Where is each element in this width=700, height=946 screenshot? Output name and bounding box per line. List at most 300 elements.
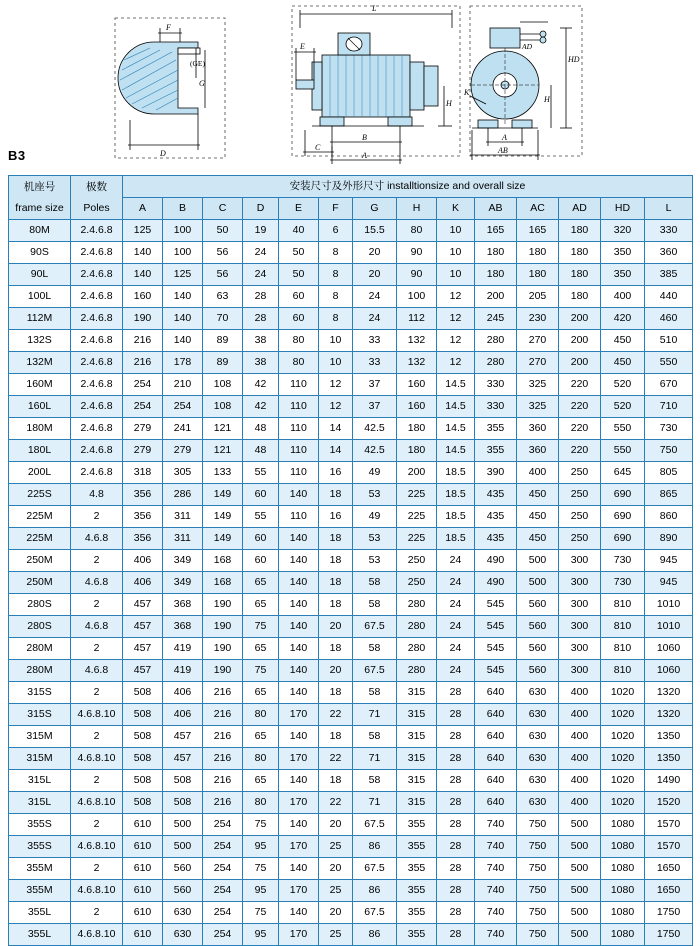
- drawing-end-view: [463, 6, 582, 160]
- cell-d: 60: [243, 484, 279, 506]
- cell-frame-size: 132S: [9, 330, 71, 352]
- cell-poles: 4.6.8: [71, 572, 123, 594]
- table-row: [9, 528, 693, 550]
- cell-ac: 325: [517, 374, 559, 396]
- cell-frame-size: 100L: [9, 286, 71, 308]
- cell-ab: 640: [475, 792, 517, 814]
- cell-l: 1520: [645, 792, 693, 814]
- cell-d: 65: [243, 682, 279, 704]
- cell-g: 49: [353, 462, 397, 484]
- cell-k: 18.5: [437, 528, 475, 550]
- cell-c: 190: [203, 594, 243, 616]
- cell-ad: 180: [559, 242, 601, 264]
- cell-poles: 2: [71, 506, 123, 528]
- cell-hd: 320: [601, 220, 645, 242]
- cell-e: 110: [279, 440, 319, 462]
- cell-c: 56: [203, 242, 243, 264]
- cell-frame-size: 250M: [9, 572, 71, 594]
- cell-a: 610: [123, 880, 163, 902]
- cell-g: 58: [353, 572, 397, 594]
- cell-e: 170: [279, 792, 319, 814]
- cell-k: 24: [437, 550, 475, 572]
- cell-c: 216: [203, 682, 243, 704]
- cell-f: 20: [319, 660, 353, 682]
- cell-f: 20: [319, 858, 353, 880]
- cell-a: 457: [123, 616, 163, 638]
- cell-h: 280: [397, 616, 437, 638]
- cell-hd: 1080: [601, 814, 645, 836]
- cell-ab: 640: [475, 704, 517, 726]
- cell-h: 315: [397, 682, 437, 704]
- cell-l: 330: [645, 220, 693, 242]
- cell-ad: 250: [559, 506, 601, 528]
- cell-l: 385: [645, 264, 693, 286]
- cell-ab: 435: [475, 506, 517, 528]
- cell-poles: 4.6.8.10: [71, 836, 123, 858]
- cell-frame-size: 180L: [9, 440, 71, 462]
- cell-e: 140: [279, 726, 319, 748]
- cell-b: 419: [163, 660, 203, 682]
- cell-frame-size: 200L: [9, 462, 71, 484]
- cell-f: 10: [319, 330, 353, 352]
- table-row: [9, 572, 693, 594]
- cell-frame-size: 315L: [9, 792, 71, 814]
- cell-ad: 180: [559, 286, 601, 308]
- cell-frame-size: 355M: [9, 858, 71, 880]
- cell-b: 508: [163, 770, 203, 792]
- svg-text:B: B: [362, 133, 367, 142]
- cell-f: 22: [319, 792, 353, 814]
- cell-f: 18: [319, 638, 353, 660]
- cell-poles: 2: [71, 550, 123, 572]
- cell-ad: 400: [559, 748, 601, 770]
- cell-hd: 810: [601, 638, 645, 660]
- cell-frame-size: 160L: [9, 396, 71, 418]
- column-header-h: H: [397, 198, 437, 220]
- cell-g: 67.5: [353, 858, 397, 880]
- cell-l: 1350: [645, 726, 693, 748]
- cell-g: 67.5: [353, 902, 397, 924]
- cell-b: 254: [163, 396, 203, 418]
- table-row: [9, 616, 693, 638]
- cell-b: 100: [163, 242, 203, 264]
- cell-k: 10: [437, 242, 475, 264]
- cell-ab: 545: [475, 594, 517, 616]
- cell-frame-size: 80M: [9, 220, 71, 242]
- poles-header: 极数 Poles: [71, 176, 123, 220]
- cell-g: 53: [353, 550, 397, 572]
- cell-b: 560: [163, 858, 203, 880]
- cell-d: 75: [243, 902, 279, 924]
- cell-hd: 1080: [601, 880, 645, 902]
- cell-b: 178: [163, 352, 203, 374]
- cell-ad: 200: [559, 330, 601, 352]
- cell-h: 200: [397, 462, 437, 484]
- cell-frame-size: 355M: [9, 880, 71, 902]
- column-header-c: C: [203, 198, 243, 220]
- cell-ad: 300: [559, 660, 601, 682]
- cell-d: 42: [243, 374, 279, 396]
- cell-l: 890: [645, 528, 693, 550]
- cell-hd: 730: [601, 550, 645, 572]
- cell-e: 80: [279, 352, 319, 374]
- cell-g: 33: [353, 352, 397, 374]
- cell-c: 216: [203, 792, 243, 814]
- cell-ac: 560: [517, 638, 559, 660]
- cell-hd: 1020: [601, 748, 645, 770]
- cell-ab: 545: [475, 616, 517, 638]
- cell-ac: 630: [517, 704, 559, 726]
- table-row: [9, 550, 693, 572]
- cell-frame-size: 225S: [9, 484, 71, 506]
- cell-k: 24: [437, 594, 475, 616]
- cell-k: 12: [437, 286, 475, 308]
- svg-text:(GE): (GE): [190, 59, 205, 68]
- cell-f: 8: [319, 264, 353, 286]
- cell-b: 349: [163, 550, 203, 572]
- column-header-ab: AB: [475, 198, 517, 220]
- cell-g: 24: [353, 286, 397, 308]
- cell-e: 80: [279, 330, 319, 352]
- cell-g: 20: [353, 264, 397, 286]
- cell-l: 1570: [645, 814, 693, 836]
- cell-frame-size: 160M: [9, 374, 71, 396]
- svg-text:H: H: [446, 99, 452, 108]
- cell-hd: 690: [601, 484, 645, 506]
- cell-ad: 500: [559, 880, 601, 902]
- cell-ab: 640: [475, 770, 517, 792]
- cell-ab: 435: [475, 528, 517, 550]
- cell-k: 12: [437, 330, 475, 352]
- cell-h: 90: [397, 264, 437, 286]
- cell-d: 38: [243, 352, 279, 374]
- cell-ac: 325: [517, 396, 559, 418]
- cell-ac: 450: [517, 528, 559, 550]
- cell-hd: 690: [601, 506, 645, 528]
- cell-hd: 350: [601, 242, 645, 264]
- cell-c: 121: [203, 418, 243, 440]
- cell-h: 132: [397, 352, 437, 374]
- cell-c: 108: [203, 374, 243, 396]
- cell-f: 22: [319, 704, 353, 726]
- cell-a: 457: [123, 638, 163, 660]
- table-row: [9, 726, 693, 748]
- cell-frame-size: 112M: [9, 308, 71, 330]
- cell-a: 356: [123, 528, 163, 550]
- cell-a: 610: [123, 814, 163, 836]
- cell-f: 22: [319, 748, 353, 770]
- table-row: [9, 484, 693, 506]
- cell-c: 133: [203, 462, 243, 484]
- cell-a: 356: [123, 484, 163, 506]
- cell-g: 37: [353, 396, 397, 418]
- column-header-ad: AD: [559, 198, 601, 220]
- cell-c: 254: [203, 902, 243, 924]
- cell-h: 225: [397, 528, 437, 550]
- cell-g: 37: [353, 374, 397, 396]
- cell-e: 140: [279, 682, 319, 704]
- cell-a: 406: [123, 550, 163, 572]
- cell-ac: 270: [517, 330, 559, 352]
- svg-text:C: C: [315, 143, 321, 152]
- cell-l: 1320: [645, 704, 693, 726]
- cell-f: 18: [319, 572, 353, 594]
- cell-b: 630: [163, 902, 203, 924]
- cell-d: 75: [243, 660, 279, 682]
- column-header-hd: HD: [601, 198, 645, 220]
- cell-b: 241: [163, 418, 203, 440]
- cell-f: 18: [319, 682, 353, 704]
- cell-c: 89: [203, 352, 243, 374]
- cell-a: 508: [123, 770, 163, 792]
- cell-b: 305: [163, 462, 203, 484]
- cell-k: 28: [437, 902, 475, 924]
- cell-e: 140: [279, 594, 319, 616]
- cell-g: 67.5: [353, 660, 397, 682]
- cell-a: 610: [123, 836, 163, 858]
- cell-hd: 550: [601, 418, 645, 440]
- cell-d: 75: [243, 616, 279, 638]
- cell-h: 355: [397, 814, 437, 836]
- cell-poles: 4.6.8.10: [71, 880, 123, 902]
- cell-c: 56: [203, 264, 243, 286]
- cell-f: 18: [319, 528, 353, 550]
- cell-d: 65: [243, 572, 279, 594]
- cell-e: 110: [279, 374, 319, 396]
- cell-g: 42.5: [353, 440, 397, 462]
- cell-h: 225: [397, 484, 437, 506]
- table-row: [9, 264, 693, 286]
- cell-l: 730: [645, 418, 693, 440]
- cell-b: 279: [163, 440, 203, 462]
- cell-g: 42.5: [353, 418, 397, 440]
- cell-hd: 450: [601, 330, 645, 352]
- table-row: [9, 352, 693, 374]
- cell-poles: 4.6.8.10: [71, 792, 123, 814]
- cell-ab: 280: [475, 330, 517, 352]
- cell-k: 18.5: [437, 506, 475, 528]
- cell-ad: 180: [559, 264, 601, 286]
- table-row: [9, 638, 693, 660]
- cell-c: 63: [203, 286, 243, 308]
- cell-k: 28: [437, 836, 475, 858]
- cell-g: 49: [353, 506, 397, 528]
- cell-a: 508: [123, 704, 163, 726]
- cell-e: 140: [279, 572, 319, 594]
- cell-l: 1350: [645, 748, 693, 770]
- cell-e: 110: [279, 462, 319, 484]
- cell-f: 16: [319, 462, 353, 484]
- cell-ad: 500: [559, 902, 601, 924]
- cell-ab: 740: [475, 858, 517, 880]
- cell-poles: 2.4.6.8: [71, 242, 123, 264]
- cell-d: 75: [243, 814, 279, 836]
- cell-ad: 300: [559, 550, 601, 572]
- cell-a: 190: [123, 308, 163, 330]
- cell-frame-size: 90L: [9, 264, 71, 286]
- cell-ad: 300: [559, 594, 601, 616]
- drawings-svg: [0, 0, 700, 172]
- cell-f: 8: [319, 242, 353, 264]
- cell-e: 60: [279, 286, 319, 308]
- table-row: [9, 374, 693, 396]
- cell-ad: 300: [559, 616, 601, 638]
- cell-d: 24: [243, 242, 279, 264]
- cell-ac: 750: [517, 836, 559, 858]
- cell-ac: 360: [517, 418, 559, 440]
- cell-l: 1060: [645, 660, 693, 682]
- cell-frame-size: 280S: [9, 594, 71, 616]
- cell-ab: 640: [475, 726, 517, 748]
- cell-ad: 400: [559, 682, 601, 704]
- cell-f: 25: [319, 836, 353, 858]
- table-row: [9, 418, 693, 440]
- table-row: [9, 286, 693, 308]
- cell-ac: 630: [517, 792, 559, 814]
- table-row: [9, 308, 693, 330]
- cell-poles: 4.6.8.10: [71, 704, 123, 726]
- cell-b: 311: [163, 528, 203, 550]
- cell-a: 279: [123, 418, 163, 440]
- cell-d: 95: [243, 880, 279, 902]
- cell-ab: 355: [475, 440, 517, 462]
- spec-table: [8, 175, 693, 946]
- cell-a: 140: [123, 264, 163, 286]
- cell-g: 71: [353, 748, 397, 770]
- cell-ad: 300: [559, 572, 601, 594]
- cell-a: 160: [123, 286, 163, 308]
- cell-ad: 400: [559, 726, 601, 748]
- cell-l: 1650: [645, 858, 693, 880]
- cell-ac: 630: [517, 682, 559, 704]
- cell-l: 865: [645, 484, 693, 506]
- cell-frame-size: 280M: [9, 660, 71, 682]
- cell-l: 1750: [645, 924, 693, 946]
- cell-hd: 1080: [601, 924, 645, 946]
- cell-l: 710: [645, 396, 693, 418]
- cell-h: 112: [397, 308, 437, 330]
- cell-poles: 4.6.8.10: [71, 924, 123, 946]
- cell-h: 355: [397, 902, 437, 924]
- cell-hd: 1020: [601, 726, 645, 748]
- cell-g: 53: [353, 484, 397, 506]
- table-row: [9, 220, 693, 242]
- cell-poles: 4.6.8: [71, 528, 123, 550]
- cell-b: 500: [163, 836, 203, 858]
- cell-f: 18: [319, 484, 353, 506]
- cell-b: 311: [163, 506, 203, 528]
- svg-text:AB: AB: [498, 146, 508, 155]
- svg-text:H: H: [544, 95, 550, 104]
- cell-l: 945: [645, 550, 693, 572]
- table-row: [9, 396, 693, 418]
- column-header-ac: AC: [517, 198, 559, 220]
- cell-poles: 2: [71, 682, 123, 704]
- cell-a: 125: [123, 220, 163, 242]
- cell-ad: 180: [559, 220, 601, 242]
- cell-e: 50: [279, 242, 319, 264]
- cell-hd: 1080: [601, 836, 645, 858]
- cell-poles: 2: [71, 814, 123, 836]
- cell-e: 40: [279, 220, 319, 242]
- cell-hd: 450: [601, 352, 645, 374]
- cell-h: 160: [397, 396, 437, 418]
- cell-e: 50: [279, 264, 319, 286]
- cell-h: 315: [397, 704, 437, 726]
- cell-l: 1650: [645, 880, 693, 902]
- cell-c: 216: [203, 726, 243, 748]
- cell-ab: 740: [475, 836, 517, 858]
- cell-f: 8: [319, 286, 353, 308]
- table-row: [9, 704, 693, 726]
- cell-e: 110: [279, 506, 319, 528]
- cell-e: 140: [279, 638, 319, 660]
- cell-f: 14: [319, 440, 353, 462]
- spec-table-body: [9, 220, 693, 946]
- cell-g: 20: [353, 242, 397, 264]
- cell-k: 14.5: [437, 374, 475, 396]
- cell-frame-size: 132M: [9, 352, 71, 374]
- cell-a: 610: [123, 902, 163, 924]
- cell-ad: 200: [559, 308, 601, 330]
- svg-text:D: D: [160, 149, 166, 158]
- column-header-f: F: [319, 198, 353, 220]
- cell-hd: 810: [601, 660, 645, 682]
- cell-ac: 630: [517, 726, 559, 748]
- cell-hd: 1020: [601, 770, 645, 792]
- cell-frame-size: 315S: [9, 682, 71, 704]
- cell-a: 610: [123, 858, 163, 880]
- cell-ac: 270: [517, 352, 559, 374]
- cell-ad: 220: [559, 440, 601, 462]
- cell-l: 1060: [645, 638, 693, 660]
- svg-text:K: K: [464, 88, 470, 97]
- cell-e: 140: [279, 660, 319, 682]
- cell-poles: 2.4.6.8: [71, 396, 123, 418]
- cell-poles: 2: [71, 726, 123, 748]
- column-header-d: D: [243, 198, 279, 220]
- cell-ab: 200: [475, 286, 517, 308]
- table-title-row: [9, 176, 693, 198]
- cell-ac: 630: [517, 770, 559, 792]
- table-row: [9, 594, 693, 616]
- cell-h: 280: [397, 594, 437, 616]
- cell-frame-size: 355S: [9, 836, 71, 858]
- table-row: [9, 880, 693, 902]
- cell-k: 28: [437, 748, 475, 770]
- cell-b: 500: [163, 814, 203, 836]
- cell-e: 140: [279, 770, 319, 792]
- cell-d: 60: [243, 528, 279, 550]
- cell-a: 356: [123, 506, 163, 528]
- cell-d: 48: [243, 418, 279, 440]
- cell-ad: 500: [559, 836, 601, 858]
- cell-ab: 355: [475, 418, 517, 440]
- cell-ac: 500: [517, 572, 559, 594]
- cell-k: 24: [437, 660, 475, 682]
- cell-poles: 2.4.6.8: [71, 264, 123, 286]
- cell-e: 140: [279, 528, 319, 550]
- cell-h: 160: [397, 374, 437, 396]
- cell-a: 508: [123, 682, 163, 704]
- cell-ab: 740: [475, 814, 517, 836]
- column-header-k: K: [437, 198, 475, 220]
- cell-c: 89: [203, 330, 243, 352]
- cell-ac: 750: [517, 858, 559, 880]
- cell-ad: 220: [559, 374, 601, 396]
- cell-ac: 560: [517, 616, 559, 638]
- cell-hd: 400: [601, 286, 645, 308]
